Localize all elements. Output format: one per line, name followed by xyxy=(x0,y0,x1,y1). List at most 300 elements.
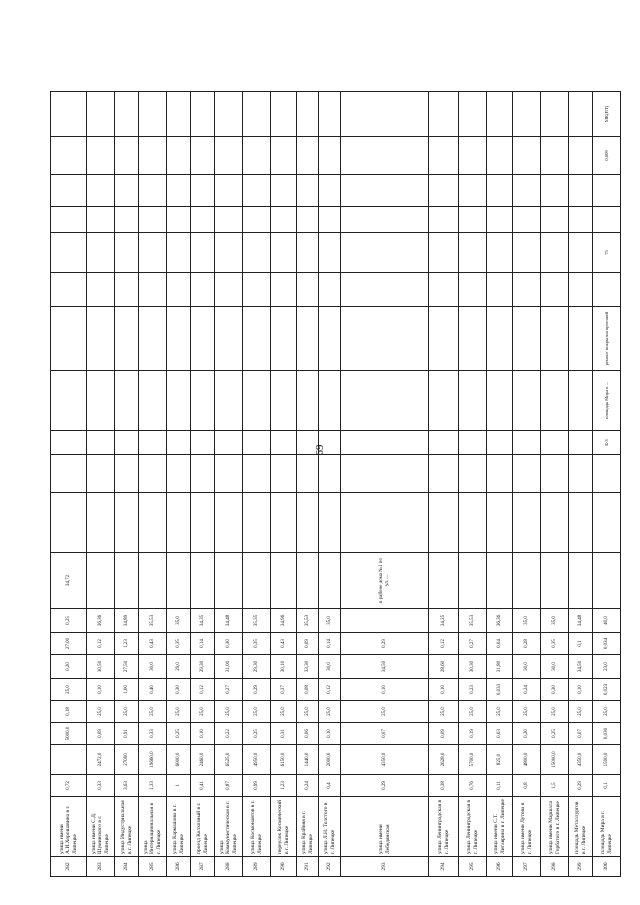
table-cell xyxy=(51,307,87,371)
table-cell: 0,31 xyxy=(271,723,297,745)
table-cell: 25,0 xyxy=(243,701,271,723)
table-row xyxy=(51,92,87,877)
table-cell xyxy=(87,493,115,553)
table-cell xyxy=(319,553,341,609)
table-cell: 4950,0 xyxy=(243,745,271,775)
table-cell: 0,1 xyxy=(569,633,593,655)
table-cell: 25,0 xyxy=(541,701,569,723)
table-cell: 30,10 xyxy=(271,655,297,679)
table-cell xyxy=(243,92,271,137)
table-cell: 0,10 xyxy=(341,679,429,701)
table-cell: 0,030 xyxy=(593,723,621,745)
table-cell: 25,0 xyxy=(51,679,87,701)
street-name: улица имени Лутова в г. Липецке xyxy=(513,797,541,857)
table-cell xyxy=(341,455,429,493)
table-cell: 0,29 xyxy=(569,775,593,797)
table-cell: 34,89 xyxy=(115,609,139,633)
table-cell xyxy=(243,233,271,273)
table-cell xyxy=(341,273,429,307)
table-cell: 2472,0 xyxy=(87,745,115,775)
row-number: 296 xyxy=(487,857,513,877)
table-cell: 75 xyxy=(593,233,621,273)
table-cell xyxy=(429,553,459,609)
table-cell xyxy=(541,371,569,431)
table-cell: 34,50 xyxy=(569,655,593,679)
table-cell xyxy=(243,431,271,455)
table-row xyxy=(319,92,341,877)
table-cell xyxy=(297,233,319,273)
table-cell: 5700,0 xyxy=(459,745,487,775)
table-cell xyxy=(271,553,297,609)
table-cell xyxy=(191,273,215,307)
table-cell xyxy=(51,371,87,431)
table-cell xyxy=(167,553,191,609)
table-cell xyxy=(167,273,191,307)
row-number: 299 xyxy=(569,857,593,877)
table-cell: 35,53 xyxy=(297,609,319,633)
table-cell: 1500,0 xyxy=(593,745,621,775)
table-cell xyxy=(87,431,115,455)
table-cell: 19660,0 xyxy=(139,745,167,775)
table-cell: 25,0 xyxy=(429,701,459,723)
table-cell xyxy=(341,233,429,273)
table-cell xyxy=(191,553,215,609)
table-cell: 27000 xyxy=(115,745,139,775)
table-cell xyxy=(87,137,115,175)
table-cell xyxy=(569,207,593,233)
table-cell xyxy=(115,371,139,431)
table-cell: 0,41 xyxy=(191,775,215,797)
table-cell xyxy=(271,307,297,371)
table-cell xyxy=(319,371,341,431)
table-cell xyxy=(215,455,243,493)
table-cell xyxy=(271,455,297,493)
table-cell xyxy=(271,233,297,273)
table-cell xyxy=(139,307,167,371)
table-cell xyxy=(297,175,319,207)
table-cell xyxy=(139,553,167,609)
row-number: 282 xyxy=(51,857,87,877)
table-cell: 25,0 xyxy=(139,701,167,723)
table-cell: 0,40 xyxy=(139,679,167,701)
table-cell xyxy=(191,175,215,207)
table-cell xyxy=(593,553,621,609)
table-row xyxy=(341,92,429,877)
table-cell xyxy=(215,137,243,175)
table-cell xyxy=(191,493,215,553)
table-cell: 34,48 xyxy=(569,609,593,633)
table-cell xyxy=(139,207,167,233)
row-number: 298 xyxy=(541,857,569,877)
table-cell: 0,72 xyxy=(51,775,87,797)
table-cell xyxy=(297,371,319,431)
table-row xyxy=(487,92,513,877)
table-cell: 27,50 xyxy=(115,655,139,679)
table-cell: 0,07 xyxy=(569,723,593,745)
table-cell: 0,24 xyxy=(513,679,541,701)
table-cell: 4350,0 xyxy=(569,745,593,775)
table-cell: 25,0 xyxy=(87,701,115,723)
row-number: 300 xyxy=(593,857,621,877)
table-cell xyxy=(319,493,341,553)
table-cell: 25,0 xyxy=(459,701,487,723)
table-cell xyxy=(297,92,319,137)
table-cell xyxy=(569,307,593,371)
table-cell xyxy=(271,137,297,175)
street-name: улица Индустриальная в г. Липецке xyxy=(115,797,139,857)
table-cell xyxy=(167,175,191,207)
table-cell xyxy=(243,175,271,207)
table-cell: 28,60 xyxy=(429,655,459,679)
table-cell: Б-3 xyxy=(593,431,621,455)
table-cell xyxy=(243,207,271,233)
table-row xyxy=(243,92,271,877)
table-cell xyxy=(569,493,593,553)
table-cell xyxy=(459,553,487,609)
table-cell: 25,0 xyxy=(297,701,319,723)
table-row xyxy=(115,92,139,877)
table-cell: 0,43 xyxy=(271,633,297,655)
table-cell xyxy=(341,609,429,633)
table-cell: 31,00 xyxy=(215,655,243,679)
table-cell: 0,09 xyxy=(297,633,319,655)
table-cell: 0,10 xyxy=(87,679,115,701)
table-cell xyxy=(243,371,271,431)
table-cell xyxy=(215,371,243,431)
table-cell xyxy=(243,137,271,175)
table-cell: 4350,0 xyxy=(341,745,429,775)
street-name: площадь Мира в г. Липецке xyxy=(593,797,621,857)
table-cell: 35,0 xyxy=(167,609,191,633)
table-cell xyxy=(541,233,569,273)
table-cell xyxy=(243,307,271,371)
table-cell: 0,91 xyxy=(115,723,139,745)
table-cell xyxy=(87,92,115,137)
table-cell xyxy=(319,307,341,371)
table-cell: 30,30 xyxy=(459,655,487,679)
table-cell xyxy=(487,273,513,307)
table-cell xyxy=(139,175,167,207)
table-row xyxy=(513,92,541,877)
table-cell xyxy=(243,493,271,553)
table-cell xyxy=(115,455,139,493)
table-cell xyxy=(487,207,513,233)
table-cell xyxy=(191,233,215,273)
table-cell: 2460,0 xyxy=(191,745,215,775)
row-number: 284 xyxy=(115,857,139,877)
table-cell xyxy=(459,307,487,371)
table-cell xyxy=(319,175,341,207)
table-cell: 2628,0 xyxy=(429,745,459,775)
table-cell: 34,72 xyxy=(51,553,87,609)
table-cell xyxy=(167,493,191,553)
table-cell xyxy=(569,233,593,273)
table-cell xyxy=(341,207,429,233)
table-cell: 31,80 xyxy=(487,655,513,679)
table-cell: 30,0 xyxy=(319,655,341,679)
table-cell: 30,0 xyxy=(139,655,167,679)
table-cell xyxy=(569,92,593,137)
table-cell: 35,35 xyxy=(243,609,271,633)
row-number: 286 xyxy=(167,857,191,877)
table-cell xyxy=(191,371,215,431)
table-cell xyxy=(513,371,541,431)
table-cell xyxy=(297,455,319,493)
table-cell xyxy=(541,137,569,175)
table-cell xyxy=(115,553,139,609)
row-number: 288 xyxy=(215,857,243,877)
table-cell: 0,14 xyxy=(191,633,215,655)
table-cell xyxy=(87,307,115,371)
table-row xyxy=(139,92,167,877)
table-cell: 0,27 xyxy=(459,633,487,655)
table-cell xyxy=(167,207,191,233)
road-works-table xyxy=(50,91,621,877)
table-cell xyxy=(541,307,569,371)
table-cell xyxy=(167,137,191,175)
table-cell xyxy=(487,371,513,431)
table-cell xyxy=(297,207,319,233)
table-cell: 25,0 xyxy=(341,701,429,723)
table-cell xyxy=(297,273,319,307)
table-cell: 0,29 xyxy=(341,633,429,655)
table-cell: 25,0 xyxy=(513,701,541,723)
row-number: 287 xyxy=(191,857,215,877)
table-cell xyxy=(167,431,191,455)
table-cell: 0,12 xyxy=(191,679,215,701)
table-cell xyxy=(569,273,593,307)
table-cell xyxy=(87,233,115,273)
table-cell: 23,0 xyxy=(593,655,621,679)
table-cell: 0,30 xyxy=(167,679,191,701)
table-cell xyxy=(319,455,341,493)
table-cell xyxy=(167,307,191,371)
table-cell: 0,29 xyxy=(341,775,429,797)
table-cell xyxy=(513,273,541,307)
table-cell xyxy=(569,371,593,431)
table-cell xyxy=(541,493,569,553)
table-cell xyxy=(87,273,115,307)
row-number: 293 xyxy=(341,857,429,877)
table-cell xyxy=(87,175,115,207)
table-cell: 35,53 xyxy=(459,609,487,633)
table-cell xyxy=(215,207,243,233)
table-cell xyxy=(167,455,191,493)
street-name: улица Ленинградская в г. Липецке xyxy=(429,797,459,857)
table-cell xyxy=(51,745,87,775)
table-cell: 0,25 xyxy=(243,723,271,745)
table-cell: 0,14 xyxy=(319,633,341,655)
table-cell xyxy=(429,371,459,431)
street-name: улица имени С.Т. Литаврина в г. Липецке xyxy=(487,797,513,857)
table-cell xyxy=(459,137,487,175)
table-cell xyxy=(297,553,319,609)
table-row xyxy=(87,92,115,877)
page-number: 69 xyxy=(314,444,326,456)
table-cell xyxy=(341,371,429,431)
table-cell xyxy=(191,455,215,493)
table-cell: 34,50 xyxy=(341,655,429,679)
table-row xyxy=(593,92,621,877)
table-cell xyxy=(191,431,215,455)
table-cell xyxy=(51,92,87,137)
street-name: переулок Космический в г. Липецке xyxy=(271,797,297,857)
row-number: 295 xyxy=(459,857,487,877)
street-name: улица Л.Н. Толстого в г. Липецке xyxy=(319,797,341,857)
table-cell: 0,09 xyxy=(429,723,459,745)
table-cell: 0,10 xyxy=(569,679,593,701)
table-cell xyxy=(341,175,429,207)
table-cell xyxy=(51,431,87,455)
street-name: улица Крайняя в г. Липецке xyxy=(297,797,319,857)
table-cell: 25,0 xyxy=(271,701,297,723)
table-cell: 35,0 xyxy=(541,609,569,633)
table-cell xyxy=(271,273,297,307)
table-cell: 0,10 xyxy=(319,723,341,745)
table-cell xyxy=(139,493,167,553)
table-cell: 0,28 xyxy=(513,633,541,655)
street-name: улица имени Маршала Горбатого в г. Липецке xyxy=(541,797,569,857)
table-cell: 0,43 xyxy=(139,633,167,655)
table-row xyxy=(541,92,569,877)
table-cell: 5000,0 xyxy=(51,723,87,745)
table-cell: 0,30 xyxy=(541,679,569,701)
table-cell xyxy=(487,175,513,207)
table-cell xyxy=(87,207,115,233)
table-cell xyxy=(541,273,569,307)
table-cell: 25,0 xyxy=(569,701,593,723)
table-row xyxy=(429,92,459,877)
table-cell: 35,0 xyxy=(513,609,541,633)
table-cell xyxy=(459,92,487,137)
table-cell xyxy=(513,553,541,609)
table-cell xyxy=(459,273,487,307)
table-cell: площадь Мира в ... xyxy=(593,371,621,431)
street-name: улица имени С.Д. Шуминского в г. Липецке xyxy=(87,797,115,857)
street-name: улица имени Лебедянская xyxy=(341,797,429,857)
table-cell xyxy=(459,207,487,233)
street-name: улица Кармашова в г. Липецке xyxy=(167,797,191,857)
table-cell: 0,8 xyxy=(513,775,541,797)
table-cell xyxy=(569,553,593,609)
table-cell xyxy=(513,175,541,207)
table-cell: 34,35 xyxy=(191,609,215,633)
table-cell: 0,18 xyxy=(51,701,87,723)
table-cell xyxy=(541,207,569,233)
table-cell: 0,10 xyxy=(429,679,459,701)
table-cell xyxy=(51,207,87,233)
table-cell xyxy=(569,455,593,493)
table-cell xyxy=(115,273,139,307)
table-cell: 0,20 xyxy=(51,655,87,679)
table-cell xyxy=(51,175,87,207)
table-cell xyxy=(459,175,487,207)
table-cell: 0,25 xyxy=(51,609,87,633)
table-cell: 0,25 xyxy=(541,723,569,745)
row-number: 289 xyxy=(243,857,271,877)
table-cell: 25,0 xyxy=(115,701,139,723)
table-cell: 0,22 xyxy=(215,723,243,745)
table-cell: 34,48 xyxy=(215,609,243,633)
table-cell xyxy=(487,92,513,137)
table-cell: 0,12 xyxy=(429,633,459,655)
table-cell: 0,27 xyxy=(215,679,243,701)
table-cell xyxy=(513,92,541,137)
street-name: улица Коммунистическая в г. Липецке xyxy=(215,797,243,857)
table-cell xyxy=(271,207,297,233)
table-cell xyxy=(115,207,139,233)
table-cell xyxy=(271,371,297,431)
table-cell: 0,11 xyxy=(487,775,513,797)
table-cell: 0,09 xyxy=(87,723,115,745)
table-cell xyxy=(487,455,513,493)
table-cell: 25,0 xyxy=(167,701,191,723)
table-cell: 0,034 xyxy=(593,633,621,655)
table-cell: 1,23 xyxy=(115,633,139,655)
table-cell xyxy=(215,553,243,609)
table-cell: 0,12 xyxy=(87,633,115,655)
table-cell xyxy=(593,273,621,307)
row-number: 283 xyxy=(87,857,115,877)
table-cell: 0,38 xyxy=(429,775,459,797)
table-cell xyxy=(297,137,319,175)
table-cell xyxy=(297,493,319,553)
table-cell: 0,04 xyxy=(487,633,513,655)
table-cell xyxy=(139,273,167,307)
table-cell xyxy=(569,175,593,207)
table-cell xyxy=(513,137,541,175)
table-cell xyxy=(513,455,541,493)
table-cell: 4800,0 xyxy=(513,745,541,775)
table-cell: 6150,0 xyxy=(271,745,297,775)
table-row xyxy=(569,92,593,877)
table-cell xyxy=(87,455,115,493)
table-cell xyxy=(541,175,569,207)
table-cell xyxy=(459,233,487,273)
table-cell xyxy=(459,371,487,431)
table-cell xyxy=(243,553,271,609)
table-cell xyxy=(167,233,191,273)
row-number: 285 xyxy=(139,857,167,877)
table-cell: 0,009 xyxy=(593,137,621,175)
table-cell xyxy=(115,493,139,553)
table-cell: МК(ПТ) xyxy=(593,92,621,137)
table-cell xyxy=(541,553,569,609)
table-cell xyxy=(191,307,215,371)
table-cell xyxy=(429,233,459,273)
table-cell xyxy=(459,431,487,455)
table-cell: 0,08 xyxy=(297,679,319,701)
table-cell: 0,33 xyxy=(87,775,115,797)
table-cell: 0,24 xyxy=(297,775,319,797)
row-number: 290 xyxy=(271,857,297,877)
table-cell xyxy=(115,92,139,137)
table-cell xyxy=(167,92,191,137)
table-cell: 25,0 xyxy=(319,701,341,723)
table-cell xyxy=(167,371,191,431)
table-cell xyxy=(487,233,513,273)
table-cell: 1 xyxy=(167,775,191,797)
table-cell: 2000,0 xyxy=(319,745,341,775)
street-name: площадь Металлургов в г. Липецке xyxy=(569,797,593,857)
table-cell: 25,0 xyxy=(593,701,621,723)
table-row xyxy=(297,92,319,877)
table-cell: 0,23 xyxy=(459,679,487,701)
table-cell xyxy=(341,137,429,175)
table-cell xyxy=(215,233,243,273)
table-cell xyxy=(115,175,139,207)
table-cell: 0,29 xyxy=(243,679,271,701)
